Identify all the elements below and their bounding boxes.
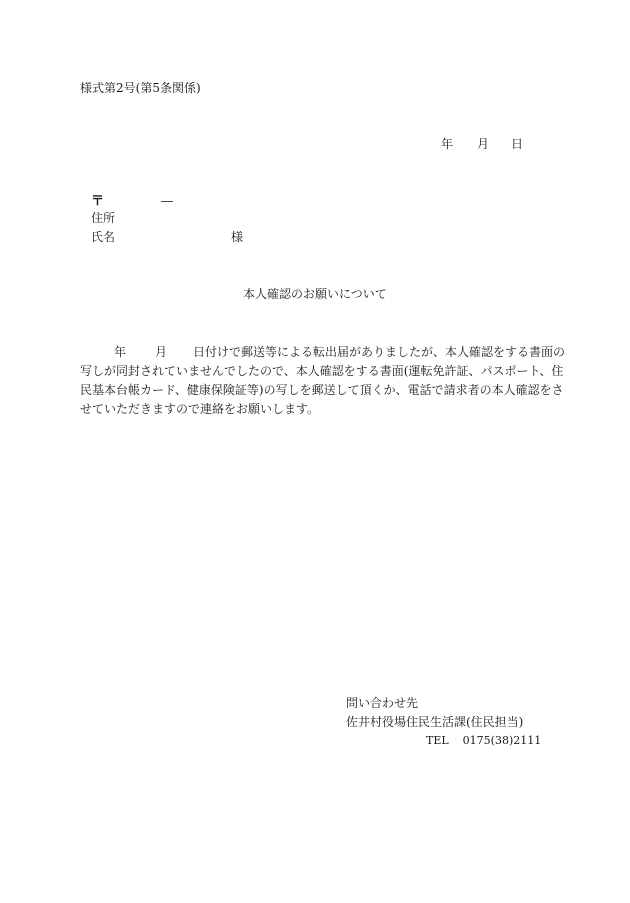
body-line-2: 写しが同封されていませんでしたので、本人確認をする書面(運転免許証、パスポート、住 [80,364,564,378]
form-number: 様式第2号(第5条関係) [80,81,201,95]
document-subject: 本人確認のお願いについて [243,287,387,301]
postal-mark: 〒 [91,194,105,209]
date-month-label: 月 [477,137,490,151]
body-line-1 [80,343,566,362]
body-line-3: 民基本台帳カード、健康保険証等)の写しを郵送して頂くか、電話で請求者の本人確認をさ [80,383,564,397]
body-month-unit: 月 [155,345,168,359]
date-day-label: 日 [511,137,524,151]
body-line-4: せていただきますので連絡をお願いします。 [80,402,320,416]
body-year-unit: 年 [114,345,127,359]
postal-code-dash: ― [161,194,173,208]
address-label: 住所 [91,211,116,225]
contact-office: 佐井村役場住民生活課(住民担当) [346,715,524,729]
honorific-label: 様 [231,230,244,244]
tel-label: TEL [426,734,449,747]
tel-number: 0175(38)2111 [462,734,542,747]
body-paragraph [80,343,566,419]
contact-phone [426,735,541,746]
body-line-1-text: 日付けで郵送等による転出届がありましたが、本人確認をする書面の [193,345,566,359]
contact-title: 問い合わせ先 [346,696,419,710]
date-year-label: 年 [441,137,454,151]
name-label: 氏名 [91,230,116,244]
